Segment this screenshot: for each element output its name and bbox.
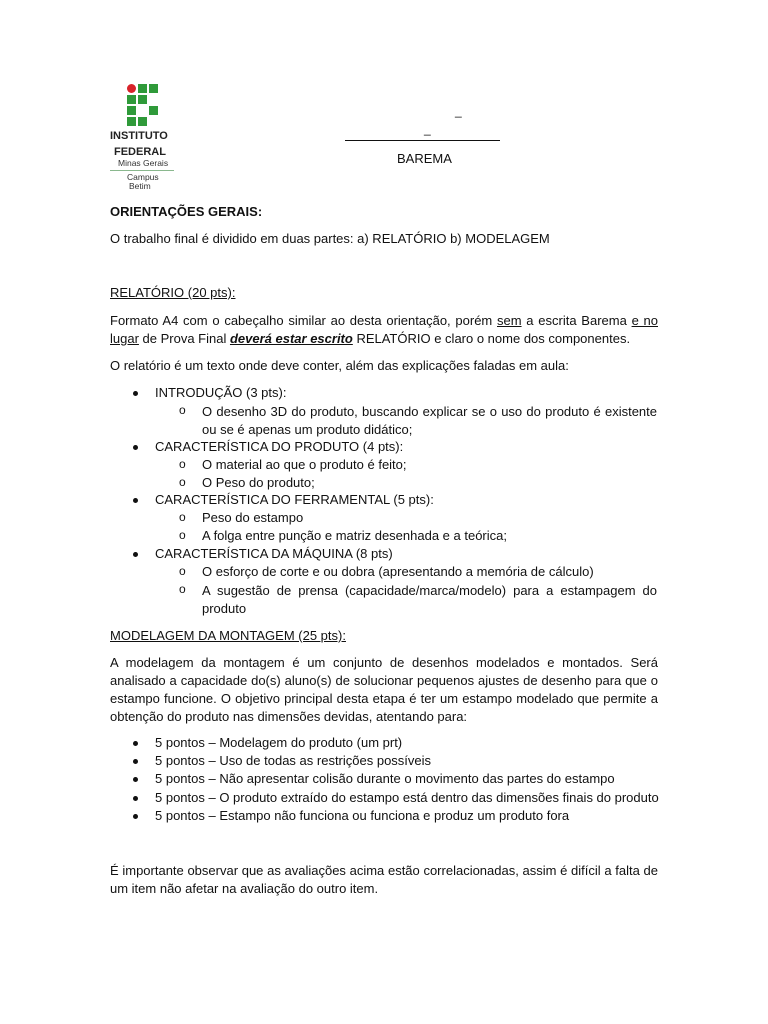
logo-divider	[110, 170, 174, 171]
logo-text-minas-gerais: Minas Gerais	[118, 158, 169, 168]
modelagem-title: MODELAGEM DA MONTAGEM (25 pts):	[110, 628, 346, 643]
header-dash-2: _	[424, 122, 431, 136]
orientacoes-title: ORIENTAÇÕES GERAIS:	[110, 204, 263, 219]
header-title: BAREMA	[397, 151, 452, 166]
relatorio-title: RELATÓRIO (20 pts):	[110, 285, 236, 300]
logo-text-federal: FEDERAL	[114, 146, 166, 158]
modelagem-paragraph: A modelagem da montagem é um conjunto de desenhos modelados e montados. Será analisado a capacidade do(s) aluno(s) de solucionar pequenos ajustes de desenho para que o estampo funcione. O objetivo principal desta etapa é ter um estampo modelado que permite a obtenção do produto nas dimensões devidas, atentando para:	[110, 655, 658, 724]
relatorio-paragraph-1: Formato A4 com o cabeçalho similar ao desta orientação, porém sem a escrita Barema e no lugar de Prova Final deverá estar escrito RELATÓRIO e claro o nome dos componentes.	[110, 313, 658, 346]
document-page: INSTITUTO FEDERAL Minas Gerais Campus Betim _ _ BAREMA ORIENTAÇÕES GERAIS: O trabalho final é dividido em duas partes: a) RELATÓRIO b) MODELAGEM RELATÓRIO (20 pts): Formato A4 com o cabeçalho similar ao desta orientação, porém sem a escrita Barema e no lugar de Prova Final deverá estar escrito RELATÓRIO e claro o nome dos componentes. O relatório é um texto onde deve conter, além das explicações faladas em aula: INTRODUÇÃO (3 pts): O desenho 3D do produto, buscando explicar se o uso do produto é existente ou se é apenas um produto didático; CARACTERÍSTICA DO PRODUTO (4 pts): O material ao que o produto é feito; O Peso do produto; CARACTERÍSTICA DO FERRAMENTAL (5 pts): Peso do estampo A folga entre punção e matriz desenhada e a teórica; CARACTERÍSTICA DA MÁQUINA (8 pts) O esforço de corte e ou dobra (apresentando a memória de cálculo) A sugestão de prensa (capacidade/marca/modelo) para a estampagem do produto MODELAGEM DA MONTAGEM (25 pts): A modelagem da montagem é um conjunto de desenhos modelados e montados. Será analisado a capacidade do(s) aluno(s) de solucionar pequenos ajustes de desenho para que o estampo funcione. O objetivo principal desta etapa é ter um estampo modelado que permite a obtenção do produto nas dimensões devidas, atentando para: 5 pontos – Modelagem do produto (um prt) 5 pontos – Uso de todas as restrições possíveis 5 pontos – Não apresentar colisão durante o movimento das partes do estampo 5 pontos – O produto extraído do estampo está dentro das dimensões finais do produto 5 pontos – Estampo não funciona ou funciona e produz um produto fora É importante observar que as avaliações acima estão correlacionadas, assim é difícil a falta de um item não afetar na avaliação do outro item.	[0, 0, 768, 1024]
logo-mark-icon	[127, 84, 180, 126]
conclusao-paragraph: É importante observar que as avaliações acima estão correlacionadas, assim é difícil a falta de um item não afetar na avaliação do outro item.	[110, 863, 658, 896]
institute-logo	[110, 84, 180, 191]
relatorio-paragraph-2: O relatório é um texto onde deve conter, além das explicações faladas em aula:	[110, 358, 569, 373]
logo-text-betim: Betim	[129, 181, 151, 191]
orientacoes-text: O trabalho final é dividido em duas partes: a) RELATÓRIO b) MODELAGEM	[110, 231, 550, 246]
header-underline	[345, 140, 500, 141]
logo-text-instituto: INSTITUTO	[110, 130, 168, 142]
header-dash-1: _	[455, 104, 462, 118]
logo-text-campus: Campus	[127, 172, 159, 182]
